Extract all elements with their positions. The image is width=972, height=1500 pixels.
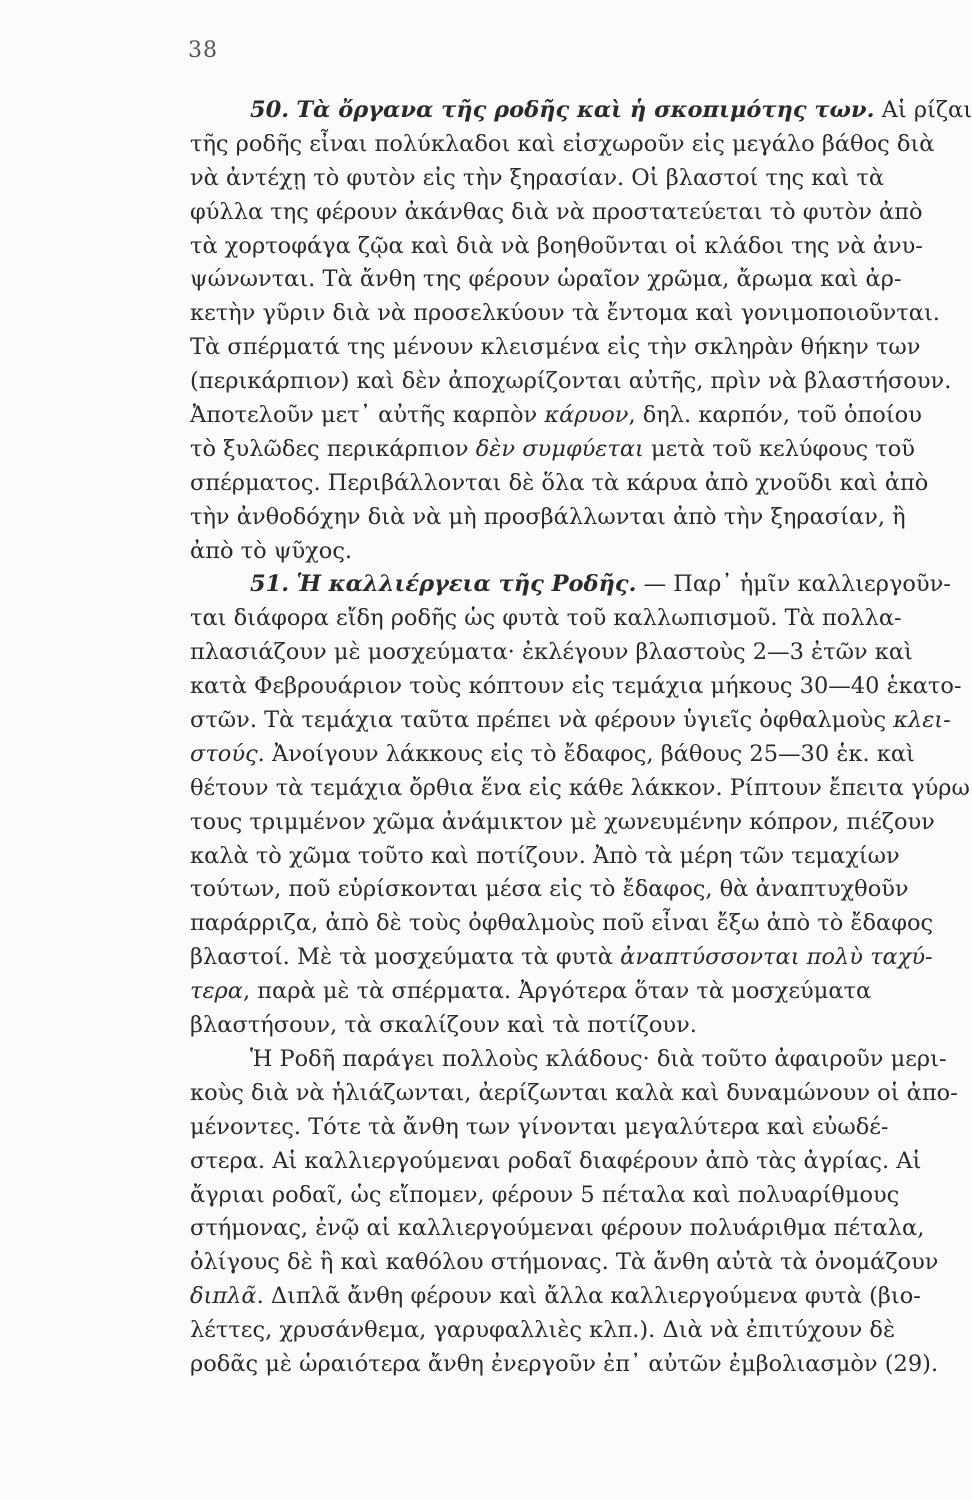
text-line: πλασιάζουν μὲ μοσχεύματα· ἐκλέγουν βλαστοὺς 2—3 ἐτῶν καὶ <box>190 639 913 666</box>
text-span: , δηλ. καρπόν, τοῦ ὁποίου <box>628 402 922 429</box>
text-line: βλαστήσουν, τὰ σκαλίζουν καὶ τὰ ποτίζουν. <box>190 1012 697 1039</box>
text-line: ἄγριαι ροδαῖ, ὡς εἴπομεν, φέρουν 5 πέταλα καὶ πολυαρίθμους <box>190 1181 900 1208</box>
section-50-title: Τὰ ὄργανα τῆς ροδῆς καὶ ἡ σκοπιμότης των. <box>296 97 875 123</box>
text-line <box>190 941 932 975</box>
section-51-number: 51. <box>250 571 290 598</box>
text-line: θέτουν τὰ τεμάχια ὄρθια ἕνα εἰς κάθε λάκκον. Ρίπτουν ἔπειτα γύρω <box>190 774 970 801</box>
text-span: , παρὰ μὲ τὰ σπέρματα. Ἀργότερα ὅταν τὰ μοσχεύματα <box>242 978 872 1005</box>
italic-term: στούς <box>190 740 258 767</box>
text-line: ται διάφορα εἴδη ροδῆς ὡς φυτὰ τοῦ καλλωπισμοῦ. Τὰ πολλα- <box>190 605 902 632</box>
italic-term: τερα <box>190 978 243 1005</box>
text-line: στερα. Αἱ καλλιεργούμεναι ροδαῖ διαφέρουν ἀπὸ τὰς ἀγρίας. Αἱ <box>190 1147 922 1174</box>
text-line: τῆς ροδῆς εἶναι πολύκλαδοι καὶ εἰσχωροῦν εἰς μεγάλο βάθος διὰ <box>190 130 935 157</box>
text-line: μένοντες. Τότε τὰ ἄνθη των γίνονται μεγαλύτερα καὶ εὐωδέ- <box>190 1113 889 1140</box>
text-line: παράρριζα, ἀπὸ δὲ τοὺς ὀφθαλμοὺς ποῦ εἶναι ἔξω ἀπὸ τὸ ἔδαφος <box>190 910 934 937</box>
body-text <box>190 94 972 1382</box>
italic-term: κάρυον <box>544 402 629 429</box>
text-line: (περικάρπιον) καὶ δὲν ἀποχωρίζονται αὐτῆς, πρὶν νὰ βλαστήσουν. <box>190 368 952 395</box>
text-line: καλὰ τὸ χῶμα τοῦτο καὶ ποτίζουν. Ἀπὸ τὰ μέρη τῶν τεμαχίων <box>190 842 900 869</box>
text-line: Τὰ σπέρματά της μένουν κλεισμένα εἰς τὴν σκληρὰν θήκην των <box>190 334 921 361</box>
section-50-number: 50. <box>250 97 290 123</box>
text-line: κατὰ Φεβρουάριον τοὺς κόπτουν εἰς τεμάχια μήκους 30—40 ἑκατο- <box>190 673 962 700</box>
text-line: Αἱ ρίζαι <box>881 97 972 123</box>
section-51-title: Ἡ καλλιέργεια τῆς Ροδῆς. <box>296 571 637 598</box>
italic-term: ἀναπτύσσονται πολὺ ταχύ- <box>620 944 933 971</box>
italic-term: κλει- <box>893 707 951 734</box>
italic-term: δὲν συμφύεται <box>475 435 644 462</box>
text-span: τὸ ξυλῶδες περικάρπιον <box>190 435 476 462</box>
text-line: τὴν ἀνθοδόχην διὰ νὰ μὴ προσβάλλωνται ἀπὸ τὴν ξηρασίαν, ἢ <box>190 503 906 530</box>
text-line: νὰ ἀντέχῃ τὸ φυτὸν εἰς τὴν ξηρασίαν. Οἱ βλαστοί της καὶ τὰ <box>190 164 885 191</box>
text-span: — Παρ᾽ ἡμῖν καλλιεργοῦν- <box>636 571 951 598</box>
text-line: κοὺς διὰ νὰ ἡλιάζωνται, ἀερίζωνται καλὰ καὶ δυναμώνουν οἱ ἀπο- <box>190 1079 958 1106</box>
page-number: 38 <box>188 38 218 63</box>
text-line <box>190 433 932 467</box>
text-span: στῶν. Τὰ τεμάχια ταῦτα πρέπει νὰ φέρουν ὑγιεῖς ὀφθαλμοὺς <box>190 707 894 734</box>
text-span: βλαστοί. Μὲ τὰ μοσχεύματα τὰ φυτὰ <box>190 944 621 971</box>
section-51-heading-line <box>190 568 951 602</box>
text-line: τούτων, ποῦ εὑρίσκονται μέσα εἰς τὸ ἔδαφος, θὰ ἀναπτυχθοῦν <box>190 876 909 903</box>
section-50-heading-line <box>190 94 972 128</box>
text-line: τους τριμμένον χῶμα ἀνάμικτον μὲ χωνευμένην κόπρον, πιέζουν <box>190 808 935 835</box>
text-span: Ἀποτελοῦν μετ᾽ αὐτῆς καρπὸν <box>190 402 545 429</box>
text-line: σπέρματος. Περιβάλλονται δὲ ὅλα τὰ κάρυα ἀπὸ χνοῦδι καὶ ἀπὸ <box>190 469 929 496</box>
text-line <box>190 704 951 738</box>
text-line: ὀλίγους δὲ ἢ καὶ καθόλου στήμονας. Τὰ ἄνθη αὐτὰ τὰ ὀνομάζουν <box>190 1249 939 1276</box>
text-line: ψώνωνται. Τὰ ἄνθη της φέρουν ὡραῖον χρῶμα, ἄρωμα καὶ ἀρ- <box>190 266 902 293</box>
text-line: στήμονας, ἐνῷ αἱ καλλιεργούμεναι φέρουν πολυάριθμα πέταλα, <box>190 1215 925 1242</box>
text-line <box>190 738 932 772</box>
text-line <box>190 975 932 1009</box>
text-line: λέττες, χρυσάνθεμα, γαρυφαλλιὲς κλπ.). Διὰ νὰ ἐπιτύχουν δὲ <box>190 1317 896 1344</box>
text-span: μετὰ τοῦ κελύφους τοῦ <box>643 435 915 462</box>
italic-term: διπλᾶ <box>190 1283 257 1310</box>
text-line: τὰ χορτοφάγα ζῷα καὶ διὰ νὰ βοηθοῦνται οἱ κλάδοι της νὰ ἀνυ- <box>190 232 923 259</box>
text-line: ροδᾶς μὲ ὡραιότερα ἄνθη ἐνεργοῦν ἐπ᾽ αὐτῶν ἐμβολιασμὸν (29). <box>190 1350 939 1377</box>
text-line <box>190 1280 932 1314</box>
text-span: . Ἀνοίγουν λάκκους εἰς τὸ ἔδαφος, βάθους 25—30 ἑκ. καὶ <box>257 740 915 767</box>
text-line: ἀπὸ τὸ ψῦχος. <box>190 537 353 564</box>
text-line: φύλλα της φέρουν ἀκάνθας διὰ νὰ προστατεύεται τὸ φυτὸν ἀπὸ <box>190 198 923 225</box>
paragraph-first-line: Ἡ Ροδῆ παράγει πολλοὺς κλάδους· διὰ τοῦτο ἀφαιροῦν μερι- <box>250 1045 947 1072</box>
text-span: . Διπλᾶ ἄνθη φέρουν καὶ ἄλλα καλλιεργούμενα φυτὰ (βιο- <box>256 1283 921 1310</box>
text-line: κετὴν γῦριν διὰ νὰ προσελκύουν τὰ ἔντομα καὶ γονιμοποιοῦνται. <box>190 300 940 327</box>
text-line <box>190 399 932 433</box>
